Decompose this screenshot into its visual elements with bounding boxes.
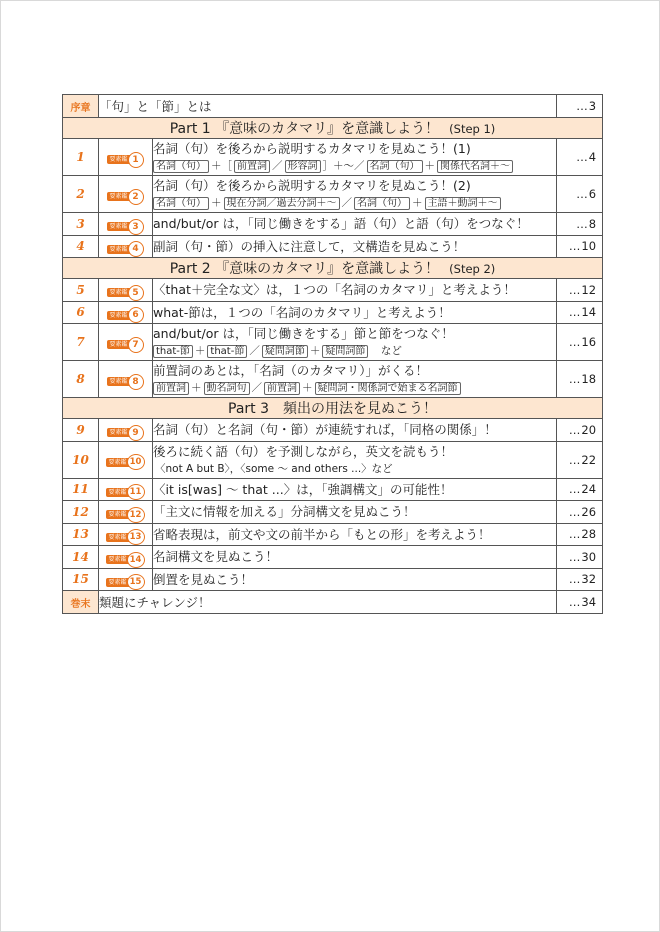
toc-row[interactable] [63, 568, 603, 591]
page-number [557, 95, 603, 118]
chapter-title [153, 546, 557, 569]
chapter-title-text: what-節は，１つの「名詞のカタマリ」と考えよう！ [153, 304, 451, 320]
badge-chip [106, 484, 144, 500]
badge-tag: 要素鑑 [109, 341, 128, 349]
formula-text: ／ [251, 381, 262, 394]
chapter-title [153, 324, 557, 361]
page-value: 24 [581, 482, 597, 497]
key-point-badge [99, 324, 153, 361]
formula-line [153, 343, 556, 360]
badge-chip [107, 241, 143, 257]
toc-row[interactable] [63, 523, 603, 546]
page-number [557, 441, 603, 478]
key-point-badge [99, 301, 153, 324]
formula-text: ＋ [424, 159, 435, 172]
formula-box: 名詞（句） [153, 197, 209, 210]
formula-box: 現在分詞／過去分詞＋～ [224, 197, 340, 210]
section-label: 巻末 [63, 591, 99, 614]
chapter-title [153, 361, 557, 398]
page-dots: … [576, 150, 587, 164]
badge-circle-number: 9 [128, 425, 144, 441]
badge-tag: 要素鑑 [108, 458, 127, 466]
key-point-badge [99, 501, 153, 524]
toc-row[interactable] [63, 235, 603, 258]
chapter-title [153, 568, 557, 591]
page-dots: … [568, 335, 580, 349]
badge-circle-number: 4 [128, 241, 144, 257]
badge-circle-number: 13 [127, 529, 145, 545]
formula-box: 疑問詞・関係詞で始まる名詞節 [315, 382, 461, 395]
page-dots: … [576, 216, 587, 231]
badge-tag: 要素鑑 [109, 378, 128, 386]
page-dots: … [568, 595, 580, 609]
badge-circle-number: 5 [128, 285, 144, 301]
badge-chip [107, 374, 143, 390]
page-value: 10 [581, 239, 597, 254]
page-dots: … [568, 504, 580, 519]
chapter-number: 8 [63, 361, 99, 398]
badge-circle-number: 2 [128, 189, 144, 205]
page-value: 8 [588, 216, 597, 231]
chapter-number: 6 [63, 301, 99, 324]
part-title: Part 2 『意味のカタマリ』を意識しよう！ [169, 261, 440, 277]
page-value: 12 [581, 282, 597, 297]
page-number [557, 279, 603, 302]
part-heading [63, 398, 603, 419]
formula-box: 形容詞 [285, 160, 321, 173]
section-title: 類題にチャレンジ！ [99, 591, 557, 614]
page-number [557, 419, 603, 442]
page-value: 28 [581, 527, 597, 542]
part-heading-row[interactable] [63, 118, 603, 139]
badge-chip [106, 529, 144, 545]
badge-tag: 要素鑑 [109, 311, 128, 319]
formula-line [153, 195, 556, 212]
chapter-title [153, 213, 557, 236]
formula-text: ］＋～／ [322, 159, 365, 172]
badge-circle-number: 7 [128, 337, 144, 353]
formula-text: ＋ [309, 344, 321, 357]
toc-row[interactable] [63, 419, 603, 442]
chapter-title-text: 〈it is[was] 〜 that ...〉は，「強調構文」の可能性！ [153, 481, 453, 497]
chapter-title-text: 前置詞のあとは，「名詞（のカタマリ）」がくる！ [153, 362, 429, 378]
chapter-title [153, 441, 557, 478]
chapter-title-text: 副詞（句・節）の挿入に注意して，文構造を見ぬこう！ [153, 238, 466, 254]
formula-box: 動名詞句 [204, 382, 250, 395]
key-point-badge [99, 441, 153, 478]
formula-line [153, 158, 556, 175]
page-number [557, 213, 603, 236]
chapter-number: 7 [63, 324, 99, 361]
page-dots: … [568, 527, 580, 542]
formula-line [153, 380, 556, 397]
chapter-title-text: 「主文に情報を加える」分詞構文を見ぬこう！ [153, 504, 416, 520]
chapter-title-text: 名詞（句）と名詞（句・節）が連続すれば，「同格の関係」！ [153, 422, 497, 438]
key-point-badge [99, 235, 153, 258]
badge-chip [107, 189, 143, 205]
badge-tag: 要素鑑 [109, 429, 128, 436]
formula-box: 名詞（句） [367, 160, 423, 173]
chapter-number: 13 [63, 523, 99, 546]
page-value: 30 [581, 549, 597, 564]
badge-tag: 要素鑑 [109, 193, 128, 201]
chapter-number: 1 [63, 139, 99, 176]
formula-text: ＋ [412, 196, 423, 209]
key-point-badge [99, 279, 153, 302]
toc-row[interactable] [63, 279, 603, 302]
chapter-title [153, 279, 557, 302]
page-value: 16 [581, 335, 597, 349]
page-number [557, 301, 603, 324]
page-number [557, 235, 603, 258]
toc-row[interactable] [63, 591, 603, 614]
page-dots: … [576, 187, 587, 201]
page-dots: … [568, 239, 580, 254]
chapter-title-text: 後ろに続く語（句）を予測しながら，英文を読もう！ [153, 443, 454, 459]
formula-box: that-節 [207, 345, 247, 358]
badge-circle-number: 1 [128, 152, 144, 168]
page-number [557, 361, 603, 398]
toc-row[interactable] [63, 361, 603, 398]
formula-text: ＋ [211, 196, 222, 209]
part-heading-row[interactable] [63, 258, 603, 279]
chapter-number: 5 [63, 279, 99, 302]
chapter-title-text: 名詞構文を見ぬこう！ [153, 549, 279, 565]
part-title: Part 1 『意味のカタマリ』を意識しよう！ [169, 121, 440, 137]
badge-tag: 要素鑑 [108, 488, 127, 496]
part-heading-row[interactable] [63, 398, 603, 419]
badge-tag: 要素鑑 [109, 223, 128, 230]
chapter-number: 2 [63, 176, 99, 213]
formula-text: など [370, 344, 402, 357]
page-number [557, 139, 603, 176]
formula-box: 名詞（句） [153, 160, 209, 173]
chapter-title [153, 523, 557, 546]
chapter-number: 12 [63, 501, 99, 524]
badge-chip [107, 337, 143, 353]
toc-row[interactable] [63, 501, 603, 524]
page-number [557, 591, 603, 614]
page-number [557, 324, 603, 361]
page-number [557, 546, 603, 569]
page-value: 18 [581, 372, 597, 386]
page-number [557, 176, 603, 213]
formula-box: 疑問詞節 [262, 345, 308, 358]
page-dots: … [568, 549, 580, 564]
chapter-title-text: 省略表現は，前文や文の前半から「もとの形」を考えよう！ [153, 526, 491, 542]
badge-circle-number: 12 [127, 507, 145, 523]
chapter-title-text: 倒置を見ぬこう！ [153, 571, 254, 587]
formula-box: 名詞（句） [354, 197, 410, 210]
key-point-badge [99, 523, 153, 546]
badge-chip [107, 285, 143, 301]
chapter-title [153, 139, 557, 176]
table-of-contents [62, 94, 603, 614]
page-value: 32 [581, 572, 597, 587]
toc-row[interactable] [63, 139, 603, 176]
page-dots: … [568, 482, 580, 497]
badge-circle-number: 3 [128, 219, 144, 235]
chapter-number: 4 [63, 235, 99, 258]
page-value: 26 [581, 504, 597, 519]
page-dots: … [568, 422, 580, 437]
toc-row[interactable] [63, 95, 603, 118]
page-dots: … [568, 572, 580, 587]
page-dots: … [576, 99, 587, 113]
formula-text: ＋ [191, 381, 202, 394]
badge-circle-number: 8 [128, 374, 144, 390]
chapter-number: 15 [63, 568, 99, 591]
toc-row[interactable] [63, 176, 603, 213]
page-number [557, 523, 603, 546]
page-dots: … [568, 282, 580, 297]
chapter-title-text: 名詞（句）を後ろから説明するカタマリを見ぬこう！(1) [153, 140, 471, 156]
badge-chip [107, 425, 143, 441]
page-number [557, 501, 603, 524]
formula-text: ／ [249, 344, 260, 357]
chapter-number: 9 [63, 419, 99, 442]
chapter-title [153, 419, 557, 442]
part-step: (Step 2) [449, 262, 496, 276]
chapter-title [153, 176, 557, 213]
chapter-number: 3 [63, 213, 99, 236]
badge-chip [106, 507, 144, 523]
key-point-badge [99, 419, 153, 442]
chapter-title [153, 501, 557, 524]
part-title: Part 3 頻出の用法を見ぬこう！ [228, 401, 437, 417]
part-heading [63, 118, 603, 139]
toc-row[interactable] [63, 441, 603, 478]
page-value: 6 [588, 187, 597, 201]
page-number [557, 478, 603, 501]
toc-row[interactable] [63, 213, 603, 236]
chapter-title-text: 〈that＋完全な文〉は，１つの「名詞のカタマリ」と考えよう！ [153, 282, 516, 298]
page-value: 34 [581, 595, 597, 609]
badge-tag: 要素鑑 [109, 245, 128, 253]
key-point-badge [99, 546, 153, 569]
section-title: 「句」と「節」とは [99, 95, 557, 118]
toc-row[interactable] [63, 324, 603, 361]
badge-circle-number: 14 [127, 552, 145, 568]
page-dots: … [568, 372, 580, 386]
formula-line [153, 461, 556, 477]
toc-row[interactable] [63, 301, 603, 324]
chapter-number: 11 [63, 478, 99, 501]
formula-box: 疑問詞節 [322, 345, 368, 358]
badge-tag: 要素鑑 [108, 511, 127, 518]
page-value: 22 [581, 452, 597, 467]
badge-chip [107, 307, 143, 323]
badge-tag: 要素鑑 [108, 533, 127, 541]
chapter-number: 10 [63, 441, 99, 478]
badge-chip [107, 219, 143, 235]
part-step: (Step 1) [449, 122, 496, 136]
formula-box: that-節 [153, 345, 193, 358]
formula-text: 〈not A but B〉，〈some 〜 and others ...〉など [155, 462, 393, 475]
chapter-title [153, 478, 557, 501]
chapter-title-text: and/but/or は，「同じ働きをする」語（句）と語（句）をつなぐ！ [153, 216, 529, 232]
formula-text: ／ [341, 196, 352, 209]
chapter-number: 14 [63, 546, 99, 569]
badge-chip [107, 152, 143, 168]
chapter-title [153, 301, 557, 324]
formula-box: 前置詞 [234, 160, 270, 173]
key-point-badge [99, 139, 153, 176]
page-dots: … [568, 305, 580, 320]
badge-chip [106, 454, 144, 470]
page-value: 4 [588, 150, 597, 164]
toc-row[interactable] [63, 478, 603, 501]
badge-circle-number: 6 [128, 307, 144, 323]
chapter-title [153, 235, 557, 258]
badge-tag: 要素鑑 [109, 156, 128, 164]
formula-text: ＋［ [211, 159, 232, 172]
badge-chip [106, 552, 144, 568]
formula-text: ＋ [302, 381, 313, 394]
key-point-badge [99, 361, 153, 398]
badge-chip [106, 574, 144, 590]
section-label: 序章 [63, 95, 99, 118]
formula-box: 前置詞 [153, 382, 189, 395]
page-dots: … [568, 452, 580, 467]
formula-box: 関係代名詞＋～ [437, 160, 513, 173]
toc-row[interactable] [63, 546, 603, 569]
badge-circle-number: 10 [127, 454, 145, 470]
badge-circle-number: 15 [127, 574, 145, 590]
formula-text: ＋ [194, 344, 206, 357]
page-value: 20 [581, 422, 597, 437]
badge-circle-number: 11 [127, 484, 145, 500]
badge-tag: 要素鑑 [108, 578, 127, 586]
key-point-badge [99, 568, 153, 591]
page-value: 3 [588, 99, 597, 113]
formula-text: ／ [272, 159, 283, 172]
part-heading [63, 258, 603, 279]
badge-tag: 要素鑑 [109, 289, 128, 296]
chapter-title-text: and/but/or は，「同じ働きをする」節と節をつなぐ！ [153, 325, 454, 341]
key-point-badge [99, 478, 153, 501]
chapter-title-text: 名詞（句）を後ろから説明するカタマリを見ぬこう！(2) [153, 177, 471, 193]
key-point-badge [99, 176, 153, 213]
formula-box: 前置詞 [264, 382, 300, 395]
page-value: 14 [581, 305, 597, 320]
formula-box: 主語＋動詞＋～ [425, 197, 501, 210]
key-point-badge [99, 213, 153, 236]
page-number [557, 568, 603, 591]
badge-tag: 要素鑑 [108, 556, 127, 563]
